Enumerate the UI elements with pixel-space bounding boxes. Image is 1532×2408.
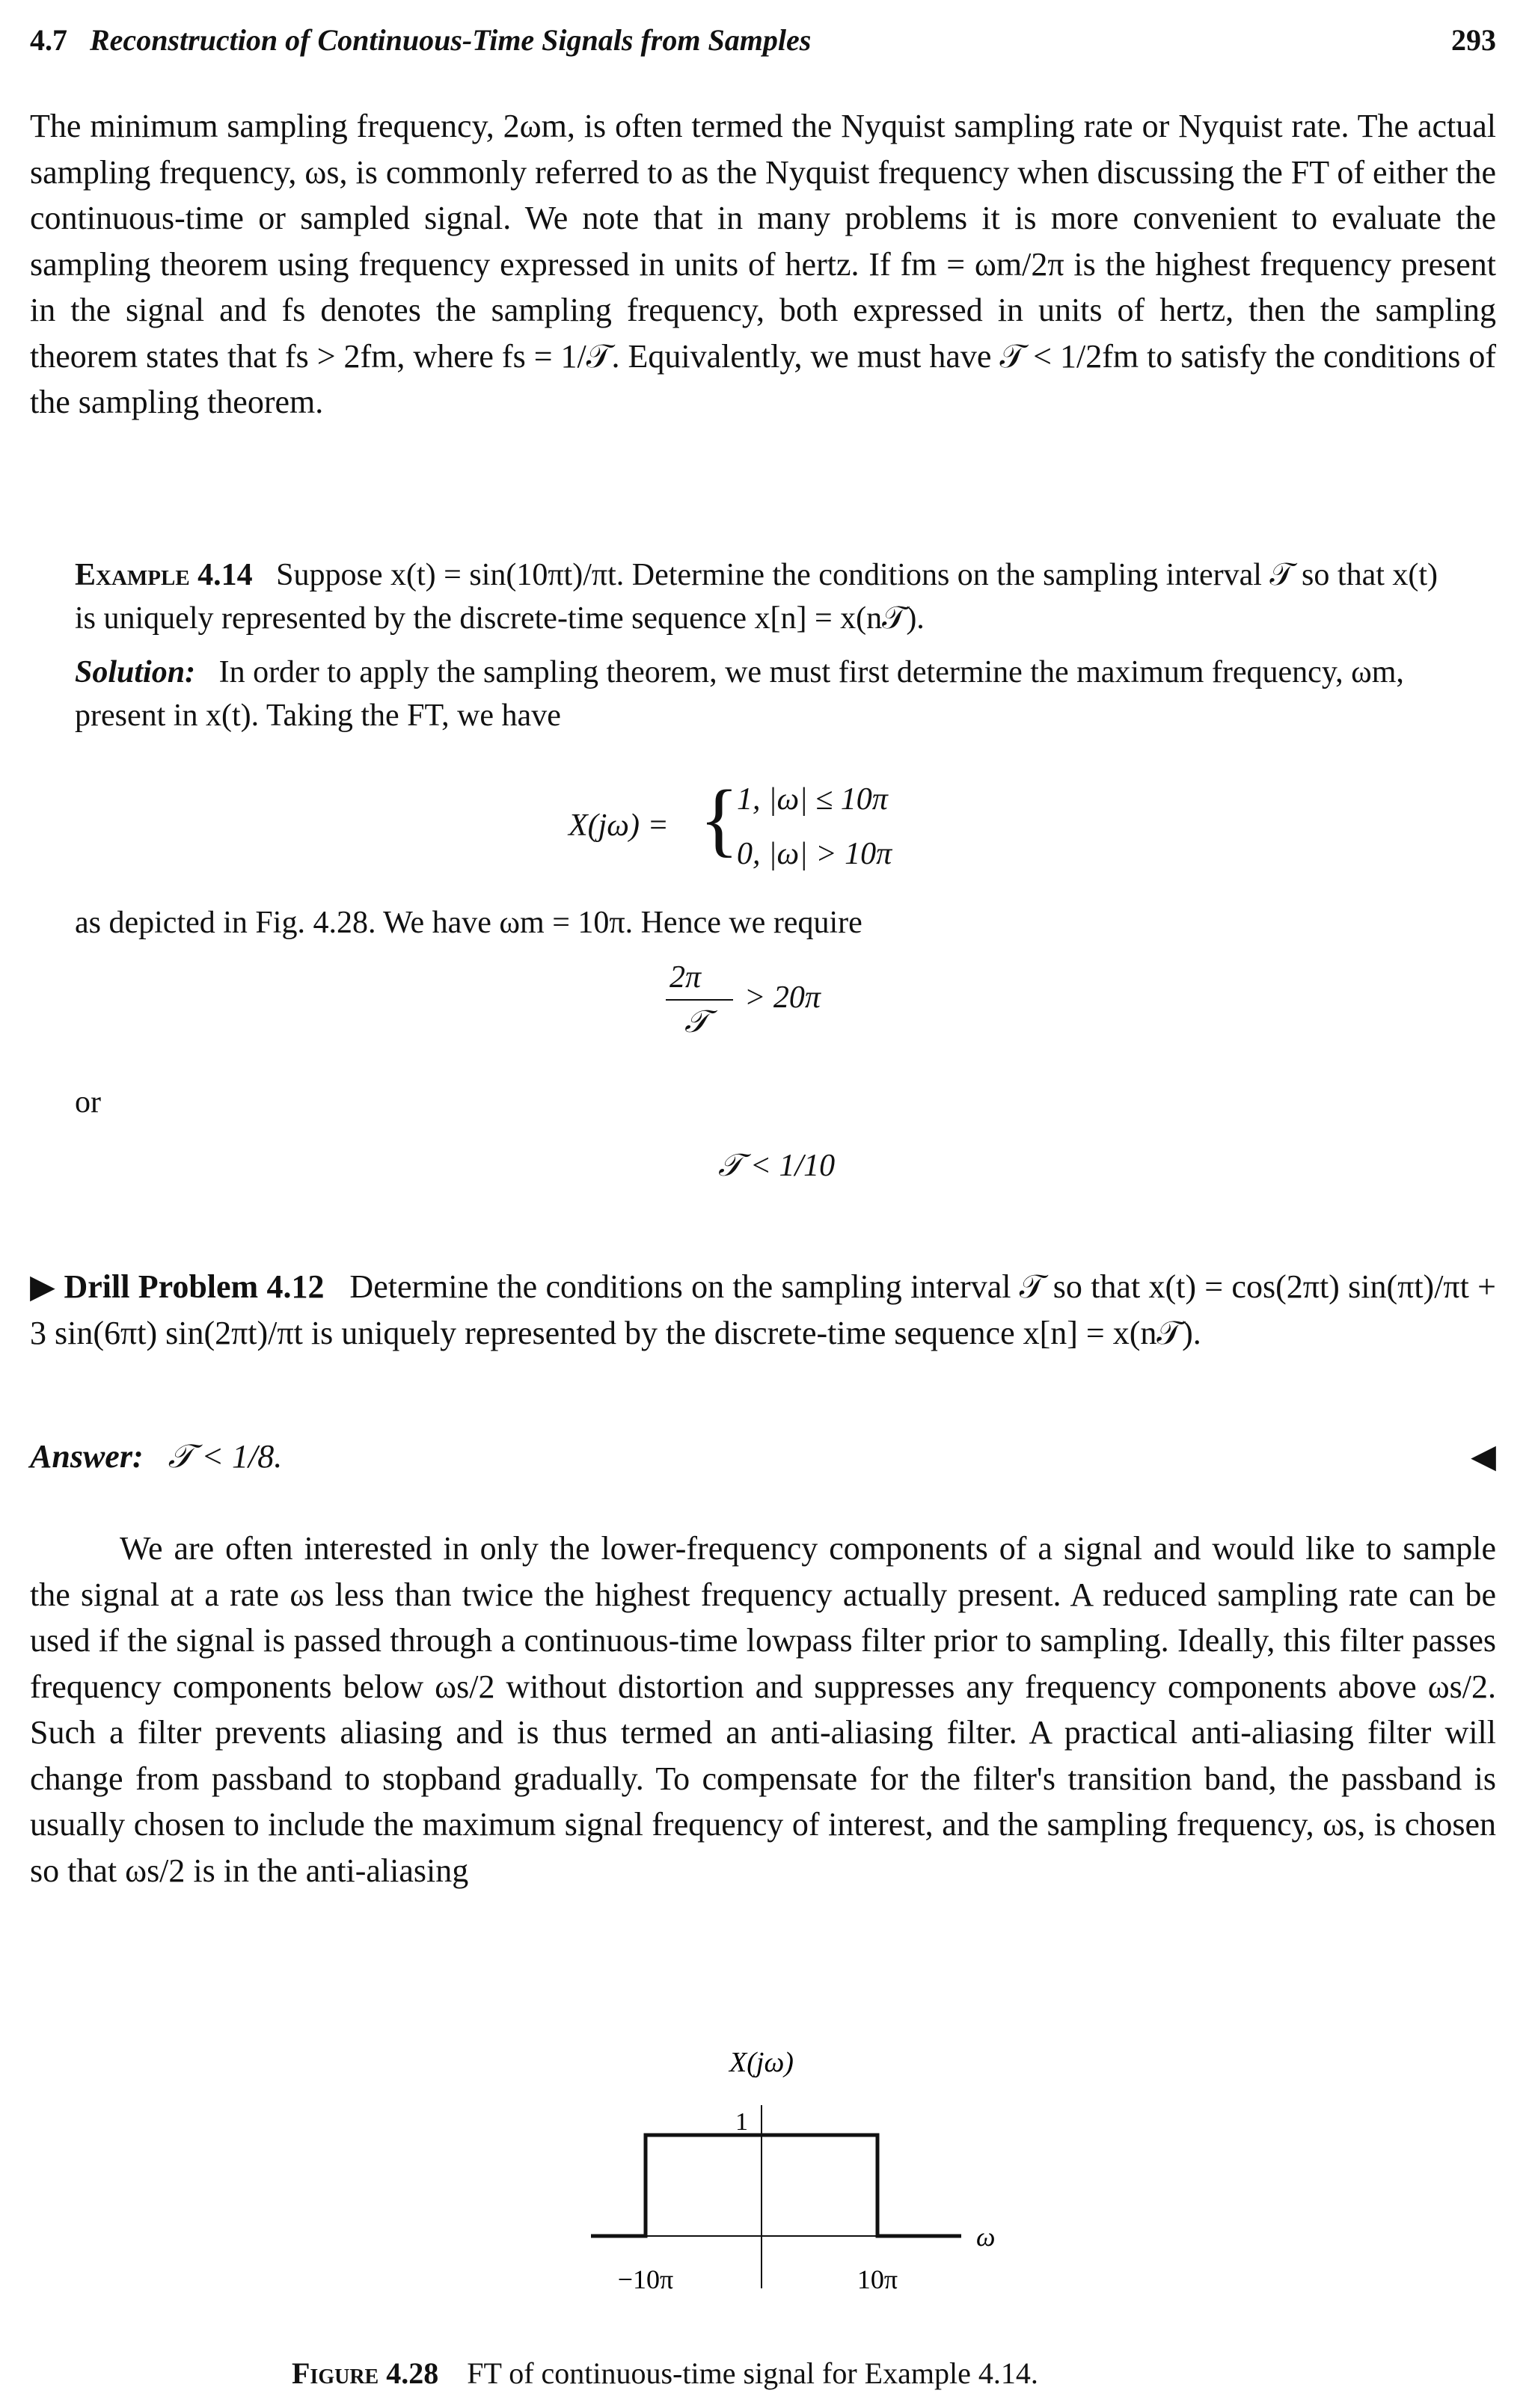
equation-case-1: 1, |ω| ≤ 10π [737, 782, 888, 817]
figure-tick-right: 10π [857, 2264, 898, 2294]
inequality-1-rhs: > 20π [744, 980, 821, 1015]
page-number: 293 [1451, 23, 1496, 57]
paragraph-nyquist: The minimum sampling frequency, 2ωm, is often termed the Nyquist sampling rate or Nyquist rate. The actual sampling frequency, ωs, is commonly referred to as the Nyquist frequency when discussing the FT of either the continuous-time or sampled signal. We note that in many problems it is more convenient to evaluate the sampling theorem using frequency expressed in units of hertz. If fm = ωm/2π is the highest frequency present in the signal and fs denotes the sampling frequency, both expressed in units of hertz, then the sampling theorem states that fs > 2fm, where fs = 1/𝒯. Equivalently, we must have 𝒯 < 1/2fm to satisfy the conditions of the sampling theorem. [30, 108, 1496, 420]
figure-caption-label: Figure 4.28 [292, 2356, 439, 2390]
solution-label: Solution: [75, 655, 196, 689]
spectrum-rect [591, 2135, 961, 2236]
equation-case-2: 0, |ω| > 10π [737, 837, 892, 871]
figure-tick-left: −10π [617, 2264, 674, 2294]
figure-height-label: 1 [735, 2108, 748, 2136]
figure-caption [292, 2356, 1038, 2391]
section-title: Reconstruction of Continuous-Time Signals from Samples [90, 23, 812, 57]
inequality-1-denominator: 𝒯 [684, 1005, 709, 1039]
figure-caption-text: FT of continuous-time signal for Example 4.14. [467, 2356, 1038, 2390]
solution-text: In order to apply the sampling theorem, we must first determine the maximum frequency, ωm, present in x(t). Taking the FT, we have [75, 655, 1404, 733]
inequality-2: 𝒯 < 1/10 [718, 1149, 836, 1183]
example-label: Example 4.14 [75, 558, 253, 592]
end-marker-icon: ◀ [1471, 1438, 1496, 1475]
depicted-text: as depicted in Fig. 4.28. We have ωm = 10π. Hence we require [75, 906, 862, 940]
answer-label: Answer: [30, 1438, 144, 1475]
equation-lhs: X(jω) = [569, 808, 669, 843]
figure-xlabel: ω [976, 2222, 996, 2252]
equation-brace: { [699, 773, 739, 864]
or-text: or [75, 1085, 101, 1119]
example-text: Suppose x(t) = sin(10πt)/πt. Determine the conditions on the sampling interval 𝒯 so that x(t) is uniquely represented by the discrete-time sequence x[n] = x(n𝒯). [75, 558, 1438, 636]
answer-value: 𝒯 < 1/8. [168, 1438, 283, 1475]
section-number: 4.7 [30, 23, 67, 57]
inequality-1-numerator: 2π [670, 960, 702, 995]
figure-ylabel: X(jω) [729, 2047, 794, 2078]
drill-text: Determine the conditions on the sampling interval 𝒯 so that x(t) = cos(2πt) sin(πt)/πt + 3 sin(6πt) sin(2πt)/πt is uniquely represented by the discrete-time sequence x[n] = x(n𝒯). [30, 1268, 1496, 1351]
drill-label: ▶ Drill Problem 4.12 [30, 1268, 325, 1305]
paragraph-anti-aliasing-text: We are often interested in only the lower-frequency components of a signal and would like to sample the signal at a rate ωs less than twice the highest frequency actually present. A reduced sampling rate can be used if the signal is passed through a continuous-time lowpass filter prior to sampling. Ideally, this filter passes frequency components below ωs/2 without distortion and suppresses any frequency components above ωs/2. Such a filter prevents aliasing and is thus termed an anti-aliasing filter. A practical anti-aliasing filter will change from passband to stopband gradually. To compensate for the filter's transition band, the passband is usually chosen to include the maximum signal frequency of interest, and the sampling frequency, ωs, is chosen so that ωs/2 is in the anti-aliasing [30, 1530, 1496, 1889]
